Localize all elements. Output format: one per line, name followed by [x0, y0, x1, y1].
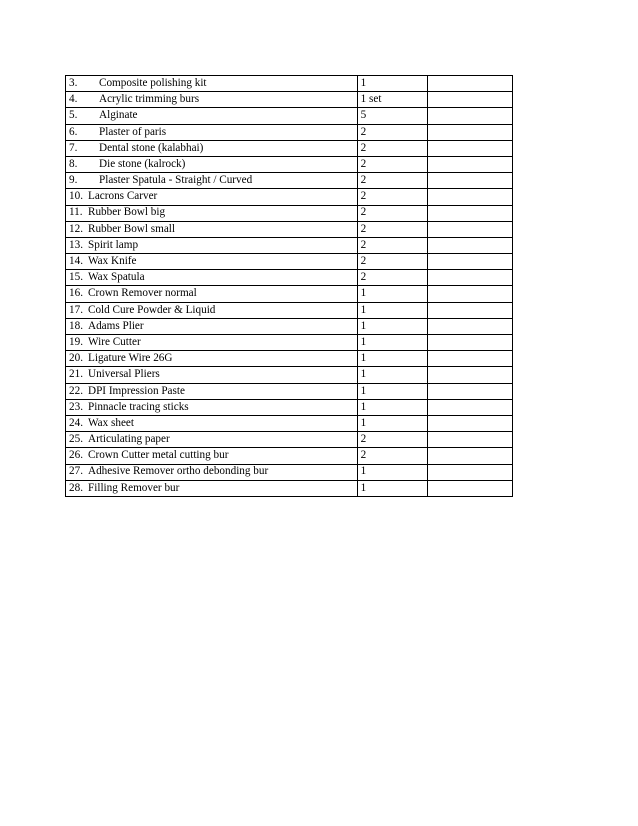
item-name: Acrylic trimming burs	[99, 93, 200, 106]
item-name: Die stone (kalrock)	[99, 157, 186, 170]
table-row	[66, 480, 513, 496]
table-row	[66, 92, 513, 108]
item-number: 4.	[69, 93, 78, 106]
empty-cell	[427, 367, 512, 383]
item-cell	[66, 205, 358, 221]
empty-cell	[427, 124, 512, 140]
item-name: Adhesive Remover ortho debonding bur	[88, 465, 269, 478]
item-cell	[66, 480, 358, 496]
empty-cell	[427, 335, 512, 351]
empty-cell	[427, 237, 512, 253]
quantity-cell: 2	[357, 124, 427, 140]
empty-cell	[427, 254, 512, 270]
item-name: Rubber Bowl small	[88, 222, 176, 235]
item-number: 18.	[69, 319, 83, 332]
table-row	[66, 124, 513, 140]
table-row	[66, 156, 513, 172]
item-number: 10.	[69, 190, 83, 203]
item-cell	[66, 108, 358, 124]
empty-cell	[427, 448, 512, 464]
empty-cell	[427, 415, 512, 431]
item-cell	[66, 156, 358, 172]
item-cell	[66, 221, 358, 237]
quantity-cell: 1 set	[357, 92, 427, 108]
empty-cell	[427, 205, 512, 221]
item-cell	[66, 254, 358, 270]
quantity-cell: 2	[357, 189, 427, 205]
quantity-cell: 1	[357, 335, 427, 351]
item-name: Adams Plier	[88, 319, 144, 332]
item-number: 27.	[69, 465, 83, 478]
item-cell	[66, 237, 358, 253]
table-row	[66, 254, 513, 270]
item-name: Lacrons Carver	[88, 190, 158, 203]
item-cell	[66, 464, 358, 480]
table-row	[66, 76, 513, 92]
quantity-cell: 1	[357, 367, 427, 383]
empty-cell	[427, 383, 512, 399]
item-number: 6.	[69, 125, 78, 138]
item-number: 25.	[69, 433, 83, 446]
table-row	[66, 302, 513, 318]
quantity-cell: 2	[357, 156, 427, 172]
item-name: DPI Impression Paste	[88, 384, 185, 397]
item-cell	[66, 189, 358, 205]
item-number: 14.	[69, 255, 83, 268]
table-row	[66, 351, 513, 367]
item-name: Universal Pliers	[88, 368, 160, 381]
item-name: Filling Remover bur	[88, 481, 180, 494]
quantity-cell: 1	[357, 351, 427, 367]
quantity-cell: 1	[357, 415, 427, 431]
quantity-cell: 1	[357, 464, 427, 480]
quantity-cell: 2	[357, 237, 427, 253]
table-row	[66, 318, 513, 334]
item-number: 21.	[69, 368, 83, 381]
item-cell	[66, 383, 358, 399]
item-name: Alginate	[99, 109, 138, 122]
table-row	[66, 399, 513, 415]
item-cell	[66, 140, 358, 156]
empty-cell	[427, 76, 512, 92]
empty-cell	[427, 302, 512, 318]
item-number: 12.	[69, 222, 83, 235]
quantity-cell: 2	[357, 448, 427, 464]
quantity-cell: 2	[357, 254, 427, 270]
item-number: 3.	[69, 76, 78, 89]
item-cell	[66, 415, 358, 431]
item-number: 23.	[69, 400, 83, 413]
item-number: 22.	[69, 384, 83, 397]
item-name: Rubber Bowl big	[88, 206, 166, 219]
item-number: 17.	[69, 303, 83, 316]
item-number: 24.	[69, 416, 83, 429]
item-cell	[66, 302, 358, 318]
empty-cell	[427, 270, 512, 286]
quantity-cell: 1	[357, 76, 427, 92]
item-cell	[66, 318, 358, 334]
item-cell	[66, 448, 358, 464]
item-cell	[66, 335, 358, 351]
quantity-cell: 2	[357, 270, 427, 286]
quantity-cell: 1	[357, 286, 427, 302]
item-name: Crown Cutter metal cutting bur	[88, 449, 229, 462]
table-row	[66, 140, 513, 156]
item-cell	[66, 76, 358, 92]
item-number: 13.	[69, 238, 83, 251]
item-number: 28.	[69, 481, 83, 494]
item-name: Wax sheet	[88, 416, 135, 429]
empty-cell	[427, 480, 512, 496]
quantity-cell: 5	[357, 108, 427, 124]
inventory-table	[65, 75, 513, 497]
table-row	[66, 432, 513, 448]
quantity-cell: 1	[357, 318, 427, 334]
item-cell	[66, 351, 358, 367]
table-row	[66, 335, 513, 351]
quantity-cell: 2	[357, 432, 427, 448]
empty-cell	[427, 318, 512, 334]
item-name: Cold Cure Powder & Liquid	[88, 303, 216, 316]
item-number: 7.	[69, 141, 78, 154]
item-cell	[66, 367, 358, 383]
item-number: 19.	[69, 335, 83, 348]
quantity-cell: 2	[357, 221, 427, 237]
quantity-cell: 1	[357, 383, 427, 399]
table-row	[66, 383, 513, 399]
item-name: Wax Spatula	[88, 271, 145, 284]
quantity-cell: 2	[357, 173, 427, 189]
table-row	[66, 189, 513, 205]
item-name: Dental stone (kalabhai)	[99, 141, 204, 154]
table-row	[66, 237, 513, 253]
item-cell	[66, 92, 358, 108]
item-number: 15.	[69, 271, 83, 284]
item-number: 20.	[69, 352, 83, 365]
empty-cell	[427, 92, 512, 108]
item-name: Spirit lamp	[88, 238, 139, 251]
item-number: 16.	[69, 287, 83, 300]
table-row	[66, 286, 513, 302]
item-name: Wire Cutter	[88, 335, 141, 348]
empty-cell	[427, 399, 512, 415]
item-name: Plaster Spatula - Straight / Curved	[99, 174, 253, 187]
table-row	[66, 367, 513, 383]
item-number: 5.	[69, 109, 78, 122]
table-row	[66, 221, 513, 237]
quantity-cell: 1	[357, 302, 427, 318]
empty-cell	[427, 108, 512, 124]
item-cell	[66, 286, 358, 302]
table-row	[66, 173, 513, 189]
empty-cell	[427, 189, 512, 205]
item-number: 8.	[69, 157, 78, 170]
item-cell	[66, 399, 358, 415]
inventory-table-body	[66, 76, 513, 497]
item-cell	[66, 432, 358, 448]
empty-cell	[427, 432, 512, 448]
table-row	[66, 205, 513, 221]
quantity-cell: 2	[357, 205, 427, 221]
item-name: Pinnacle tracing sticks	[88, 400, 189, 413]
item-name: Crown Remover normal	[88, 287, 197, 300]
item-number: 26.	[69, 449, 83, 462]
table-row	[66, 448, 513, 464]
item-number: 11.	[69, 206, 83, 219]
item-name: Ligature Wire 26G	[88, 352, 173, 365]
item-cell	[66, 124, 358, 140]
empty-cell	[427, 156, 512, 172]
empty-cell	[427, 351, 512, 367]
quantity-cell: 2	[357, 140, 427, 156]
empty-cell	[427, 286, 512, 302]
item-cell	[66, 270, 358, 286]
item-name: Wax Knife	[88, 255, 137, 268]
quantity-cell: 1	[357, 399, 427, 415]
table-row	[66, 415, 513, 431]
item-name: Articulating paper	[88, 433, 170, 446]
empty-cell	[427, 221, 512, 237]
item-cell	[66, 173, 358, 189]
item-name: Plaster of paris	[99, 125, 167, 138]
table-row	[66, 108, 513, 124]
item-number: 9.	[69, 174, 78, 187]
item-name: Composite polishing kit	[99, 76, 207, 89]
empty-cell	[427, 464, 512, 480]
quantity-cell: 1	[357, 480, 427, 496]
table-row	[66, 464, 513, 480]
table-row	[66, 270, 513, 286]
empty-cell	[427, 173, 512, 189]
empty-cell	[427, 140, 512, 156]
